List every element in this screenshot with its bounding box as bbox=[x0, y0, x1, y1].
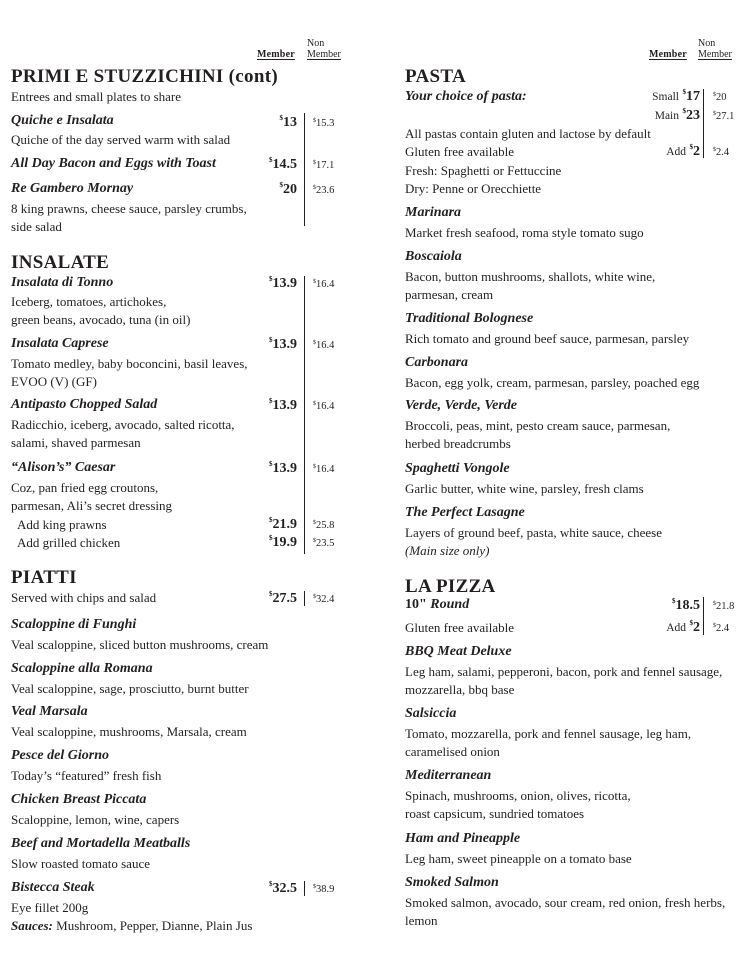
section-title-insalate: INSALATE bbox=[11, 252, 110, 273]
item-description: Market fresh seafood, roma style tomato sugo bbox=[405, 225, 644, 240]
non-member-price bbox=[713, 623, 729, 634]
non-member-column-header bbox=[698, 38, 732, 60]
item-name: All Day Bacon and Eggs with Toast bbox=[11, 156, 216, 171]
non-member-header-bottom: Member bbox=[698, 49, 732, 60]
member-price bbox=[280, 114, 298, 131]
item-name: Salsiccia bbox=[405, 706, 457, 721]
non-member-price bbox=[313, 594, 334, 605]
currency-symbol: $ bbox=[269, 460, 273, 468]
item-description: Bacon, egg yolk, cream, parmesan, parsley, poached egg bbox=[405, 375, 700, 390]
currency-symbol: $ bbox=[313, 464, 316, 470]
price-divider-insalate bbox=[304, 276, 305, 554]
price-divider-piatti bbox=[304, 591, 305, 606]
currency-symbol: $ bbox=[682, 88, 686, 96]
item-description: Scaloppine, lemon, wine, capers bbox=[11, 812, 180, 827]
item-name: Beef and Mortadella Meatballs bbox=[11, 836, 191, 851]
item-description: Garlic butter, white wine, parsley, fresh clams bbox=[405, 481, 644, 496]
non-member-price-value: 16.4 bbox=[316, 401, 335, 412]
section-title-piatti: PIATTI bbox=[11, 567, 77, 588]
currency-symbol: $ bbox=[313, 538, 316, 544]
item-name: Antipasto Chopped Salad bbox=[11, 397, 158, 412]
currency-symbol: $ bbox=[313, 884, 316, 890]
item-description: Eye fillet 200g bbox=[11, 900, 89, 915]
section-title-pizza: LA PIZZA bbox=[405, 576, 496, 597]
member-price-value: 13.9 bbox=[272, 398, 297, 413]
non-member-price bbox=[313, 884, 334, 895]
item-name: Re Gambero Mornay bbox=[11, 181, 134, 196]
currency-symbol: $ bbox=[682, 107, 686, 115]
item-description: Tomato medley, baby boconcini, basil leaves, bbox=[11, 356, 248, 371]
pasta-small-price bbox=[652, 88, 700, 105]
sauces-label: Sauces: bbox=[11, 918, 53, 933]
item-description: Veal scaloppine, sliced button mushrooms, cream bbox=[11, 637, 269, 652]
item-description: Broccoli, peas, mint, pesto cream sauce, parmesan, bbox=[405, 418, 671, 433]
currency-symbol: $ bbox=[672, 597, 676, 605]
section-title-primi: PRIMI E STUZZICHINI (cont) bbox=[11, 66, 278, 87]
non-member-price-value: 23.6 bbox=[316, 185, 335, 196]
item-name: Chicken Breast Piccata bbox=[11, 792, 147, 807]
currency-symbol: $ bbox=[269, 880, 273, 888]
non-member-price-value: 2.4 bbox=[716, 623, 730, 634]
currency-symbol: $ bbox=[279, 114, 283, 122]
size-label-main: Main bbox=[654, 110, 679, 122]
item-name: Quiche e Insalata bbox=[11, 113, 114, 128]
pasta-choice-label: Your choice of pasta: bbox=[405, 89, 527, 104]
item-description: green beans, avocado, tuna (in oil) bbox=[11, 312, 191, 327]
member-column-header bbox=[649, 49, 687, 60]
non-member-column-header bbox=[307, 38, 341, 60]
item-description: Spinach, mushrooms, onion, olives, ricotta, bbox=[405, 788, 631, 803]
member-price bbox=[280, 181, 298, 198]
member-price-value: 13.9 bbox=[272, 276, 297, 291]
section-title-pasta: PASTA bbox=[405, 66, 466, 87]
item-name: Mediterranean bbox=[405, 768, 492, 783]
item-description: lemon bbox=[405, 913, 438, 928]
member-price bbox=[269, 397, 297, 414]
pizza-gf-price bbox=[666, 619, 700, 636]
pasta-gluten-free: Gluten free available bbox=[405, 144, 514, 159]
member-price-value: 2 bbox=[693, 620, 700, 635]
member-price-value: 27.5 bbox=[272, 591, 297, 606]
pizza-size-label: Round bbox=[430, 597, 470, 612]
non-member-header-top: Non bbox=[698, 38, 716, 49]
pasta-fresh: Fresh: Spaghetti or Fettuccine bbox=[405, 163, 562, 178]
item-description: Quiche of the day served warm with salad bbox=[11, 132, 231, 147]
item-description: Leg ham, salami, pepperoni, bacon, pork and fennel sausage, bbox=[405, 664, 723, 679]
member-price bbox=[269, 880, 297, 897]
item-description: herbed breadcrumbs bbox=[405, 436, 511, 451]
non-member-price bbox=[313, 520, 334, 531]
addon-label: Add grilled chicken bbox=[17, 535, 121, 550]
section-subtitle-primi: Entrees and small plates to share bbox=[11, 89, 182, 104]
item-description: Radicchio, iceberg, avocado, salted ricotta, bbox=[11, 417, 235, 432]
currency-symbol: $ bbox=[713, 623, 716, 629]
member-price-value: 21.9 bbox=[272, 517, 297, 532]
non-member-price-value: 17.1 bbox=[316, 160, 335, 171]
item-description: Veal scaloppine, mushrooms, Marsala, cream bbox=[11, 724, 247, 739]
non-member-price bbox=[313, 464, 334, 475]
item-name: Insalata Caprese bbox=[11, 336, 109, 351]
sauces-list: Mushroom, Pepper, Dianne, Plain Jus bbox=[56, 918, 253, 933]
pasta-main-price bbox=[655, 107, 700, 124]
non-member-price-value: 27.1 bbox=[716, 111, 735, 122]
currency-symbol: $ bbox=[269, 336, 273, 344]
item-description: 8 king prawns, cheese sauce, parsley crumbs, bbox=[11, 201, 247, 216]
add-label: Add bbox=[666, 146, 686, 158]
pizza-size-number: 10" bbox=[405, 597, 427, 612]
member-price-value: 14.5 bbox=[272, 157, 297, 172]
price-divider-pizza bbox=[703, 597, 704, 635]
member-column-header bbox=[257, 49, 295, 60]
non-member-price-value: 20 bbox=[716, 92, 727, 103]
item-description: Bacon, button mushrooms, shallots, white wine, bbox=[405, 269, 656, 284]
non-member-price bbox=[313, 185, 334, 196]
non-member-price bbox=[313, 279, 334, 290]
member-price bbox=[672, 597, 700, 614]
member-price bbox=[269, 516, 297, 533]
non-member-price bbox=[713, 147, 729, 158]
item-description: mozzarella, bbq base bbox=[405, 682, 515, 697]
currency-symbol: $ bbox=[269, 397, 273, 405]
pizza-gluten-free: Gluten free available bbox=[405, 620, 514, 635]
currency-symbol: $ bbox=[313, 160, 316, 166]
price-divider-steak bbox=[304, 881, 305, 896]
member-price-value: 17 bbox=[686, 89, 700, 104]
member-price-value: 13.9 bbox=[272, 337, 297, 352]
currency-symbol: $ bbox=[313, 118, 316, 124]
member-price bbox=[269, 590, 297, 607]
addon-label: Add king prawns bbox=[17, 517, 107, 532]
non-member-price-value: 21.8 bbox=[716, 601, 735, 612]
non-member-price bbox=[713, 601, 734, 612]
item-description: Layers of ground beef, pasta, white sauce, cheese bbox=[405, 525, 662, 540]
currency-symbol: $ bbox=[313, 401, 316, 407]
currency-symbol: $ bbox=[313, 520, 316, 526]
member-price-value: 13 bbox=[283, 115, 297, 130]
item-name: Scaloppine di Funghi bbox=[11, 617, 137, 632]
member-header-label: Member bbox=[257, 49, 295, 60]
item-description: Coz, pan fried egg croutons, bbox=[11, 480, 159, 495]
non-member-price-value: 16.4 bbox=[316, 464, 335, 475]
non-member-price-value: 25.8 bbox=[316, 520, 335, 531]
item-description: parmesan, Ali’s secret dressing bbox=[11, 498, 173, 513]
item-description: Veal scaloppine, sage, prosciutto, burnt butter bbox=[11, 681, 249, 696]
non-member-price bbox=[313, 160, 334, 171]
item-description: Today’s “featured” fresh fish bbox=[11, 768, 162, 783]
item-name: The Perfect Lasagne bbox=[405, 505, 525, 520]
member-price bbox=[269, 460, 297, 477]
item-name: Bistecca Steak bbox=[11, 880, 95, 895]
non-member-price-value: 2.4 bbox=[716, 147, 730, 158]
pizza-size bbox=[405, 597, 469, 613]
member-header-label: Member bbox=[649, 49, 687, 60]
item-description: salami, shaved parmesan bbox=[11, 435, 141, 450]
non-member-price-value: 16.4 bbox=[316, 340, 335, 351]
currency-symbol: $ bbox=[269, 516, 273, 524]
currency-symbol: $ bbox=[713, 147, 716, 153]
currency-symbol: $ bbox=[689, 143, 693, 151]
item-name: BBQ Meat Deluxe bbox=[405, 644, 512, 659]
non-member-price bbox=[313, 340, 334, 351]
non-member-price-value: 15.3 bbox=[316, 118, 335, 129]
item-description: Iceberg, tomatoes, artichokes, bbox=[11, 294, 167, 309]
item-name: Boscaiola bbox=[405, 249, 462, 264]
non-member-price bbox=[713, 92, 727, 103]
currency-symbol: $ bbox=[313, 594, 316, 600]
size-label-small: Small bbox=[652, 91, 679, 103]
pasta-note: All pastas contain gluten and lactose by default bbox=[405, 126, 651, 141]
currency-symbol: $ bbox=[713, 111, 716, 117]
member-price bbox=[269, 156, 297, 173]
currency-symbol: $ bbox=[313, 340, 316, 346]
currency-symbol: $ bbox=[269, 275, 273, 283]
member-price-value: 18.5 bbox=[675, 598, 700, 613]
currency-symbol: $ bbox=[269, 534, 273, 542]
currency-symbol: $ bbox=[279, 181, 283, 189]
currency-symbol: $ bbox=[689, 619, 693, 627]
member-price bbox=[269, 275, 297, 292]
sauces-line bbox=[11, 917, 252, 935]
section-subtitle-piatti: Served with chips and salad bbox=[11, 590, 157, 605]
item-name: Veal Marsala bbox=[11, 704, 88, 719]
add-label: Add bbox=[666, 622, 686, 634]
item-name: Scaloppine alla Romana bbox=[11, 661, 153, 676]
non-member-header-top: Non bbox=[307, 38, 325, 49]
currency-symbol: $ bbox=[713, 601, 716, 607]
non-member-price-value: 38.9 bbox=[316, 884, 335, 895]
member-price-value: 32.5 bbox=[272, 881, 297, 896]
item-name: Insalata di Tonno bbox=[11, 275, 114, 290]
item-description: Leg ham, sweet pineapple on a tomato base bbox=[405, 851, 632, 866]
item-name: Ham and Pineapple bbox=[405, 831, 521, 846]
price-divider-primi bbox=[304, 113, 305, 226]
item-name: Traditional Bolognese bbox=[405, 311, 534, 326]
item-name: “Alison’s” Caesar bbox=[11, 460, 116, 475]
member-price-value: 20 bbox=[283, 182, 297, 197]
item-description: Smoked salmon, avocado, sour cream, red onion, fresh herbs, bbox=[405, 895, 726, 910]
item-name: Pesce del Giorno bbox=[11, 748, 109, 763]
non-member-price bbox=[313, 538, 334, 549]
member-price bbox=[269, 336, 297, 353]
non-member-price bbox=[713, 111, 734, 122]
non-member-price bbox=[313, 118, 334, 129]
item-description: Slow roasted tomato sauce bbox=[11, 856, 150, 871]
item-name: Spaghetti Vongole bbox=[405, 461, 510, 476]
currency-symbol: $ bbox=[313, 279, 316, 285]
item-name: Verde, Verde, Verde bbox=[405, 398, 517, 413]
member-price-value: 13.9 bbox=[272, 461, 297, 476]
item-description: caramelised onion bbox=[405, 744, 500, 759]
item-description: parmesan, cream bbox=[405, 287, 494, 302]
member-price bbox=[269, 534, 297, 551]
pasta-dry: Dry: Penne or Orecchiette bbox=[405, 181, 542, 196]
currency-symbol: $ bbox=[713, 92, 716, 98]
currency-symbol: $ bbox=[269, 590, 273, 598]
item-note: (Main size only) bbox=[405, 543, 490, 558]
member-price-value: 23 bbox=[686, 108, 700, 123]
non-member-price bbox=[313, 401, 334, 412]
item-description: Tomato, mozzarella, pork and fennel sausage, leg ham, bbox=[405, 726, 692, 741]
member-price-value: 2 bbox=[693, 144, 700, 159]
item-description: EVOO (V) (GF) bbox=[11, 374, 97, 389]
pasta-gf-price bbox=[666, 143, 700, 160]
item-name: Marinara bbox=[405, 205, 462, 220]
currency-symbol: $ bbox=[269, 156, 273, 164]
member-price-value: 19.9 bbox=[272, 535, 297, 550]
item-description: side salad bbox=[11, 219, 62, 234]
item-name: Smoked Salmon bbox=[405, 875, 499, 890]
item-description: Rich tomato and ground beef sauce, parmesan, parsley bbox=[405, 331, 690, 346]
item-description: roast capsicum, sundried tomatoes bbox=[405, 806, 585, 821]
non-member-price-value: 32.4 bbox=[316, 594, 335, 605]
non-member-price-value: 16.4 bbox=[316, 279, 335, 290]
currency-symbol: $ bbox=[313, 185, 316, 191]
price-divider-pasta bbox=[703, 89, 704, 158]
item-name: Carbonara bbox=[405, 355, 469, 370]
non-member-price-value: 23.5 bbox=[316, 538, 335, 549]
non-member-header-bottom: Member bbox=[307, 49, 341, 60]
